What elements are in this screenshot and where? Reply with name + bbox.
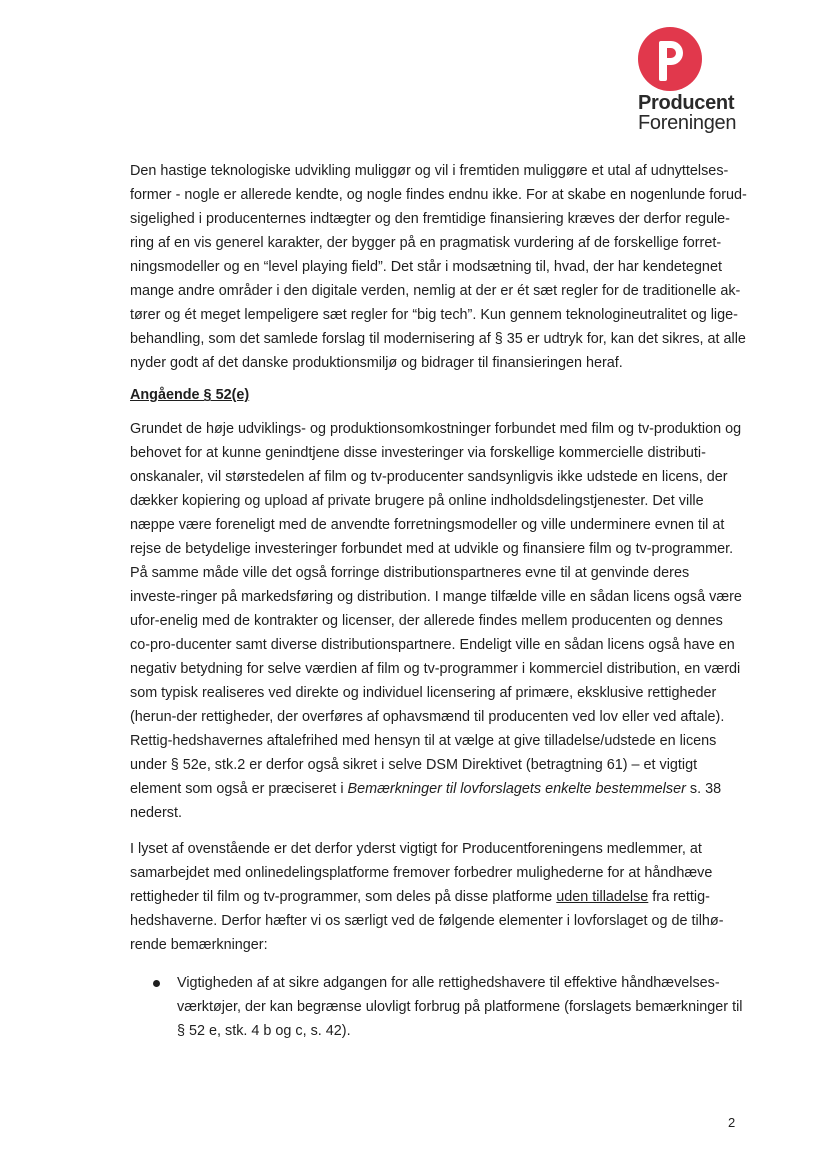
bullet-list (130, 971, 750, 1043)
paragraph-intro: Den hastige teknologiske udvikling muliggør og vil i fremtiden muliggøre et utal af udnyttelses-former - nogle er allerede kendte, og nogle findes endnu ikke. For at skabe en nogenlunde forud-sigelighed i producenternes indtægter og den fremtidige finansiering kræves der derfor regule-ring af en vis generel karakter, der bygger på en pragmatisk vurdering af de forskellige forret-ningsmodeller og en “level playing field”. Det står i modsætning til, hvad, der har kendetegnet mange andre områder i den digitale verden, nemlig at der er ét sæt regler for de traditionelle ak-tører og ét meget lempeligere sæt regler for “big tech”. Kun gennem teknologineutralitet og lige-behandling, som det samlede forslag til modernisering af § 35 er udtryk for, kan det sikres, at alle nyder godt af det danske produktionsmiljø og bidrager til finansieringen heraf. (130, 163, 747, 371)
paragraph-section-52e (130, 417, 742, 825)
producentforeningen-logo (632, 24, 772, 136)
page-number: 2 (728, 1115, 736, 1130)
underlined-phrase: uden tilladelse (556, 889, 649, 905)
paragraph-conclusion-text: I lyset af ovenstående er det derfor yderst vigtigt for Producentforeningens medlemmer, at samarbejdet med onlinedelingsplatforme fremover forbedrer mulighederne for at håndhæve rettigheder til film og tv-programmer, som deles på disse platforme (130, 841, 713, 905)
section-heading: Angående § 52(e) (130, 387, 250, 403)
logo-text-producent: Producent (638, 92, 735, 114)
document-body (130, 159, 750, 1043)
paragraph-section-52e-text: Grundet de høje udviklings- og produktionsomkostninger forbundet med film og tv-produktion og behovet for at kunne genindtjene disse investeringer via forskellige kommercielle distributi-onskanaler, vil størstedelen af film og tv-producenter sandsynligvis ikke udstede en licens, der dækker kopiering og upload af private brugere på online indholdsdelingstjenester. Det ville næppe være foreneligt med de anvendte forretningsmodeller og ville underminere evnen til at rejse de betydelige investeringer forbundet med at udvikle og finansiere film og tv-programmer. På samme måde ville det også forringe distributionspartneres evne til at genvinde deres investe-ringer på markedsføring og distribution. I mange tilfælde ville en sådan licens også være ufor-enelig med de kontrakter og licenser, der allerede findes mellem producenten og dennes co-pro-ducenter samt diverse distributionspartnere. Endeligt ville en sådan licens også have en negativ betydning for selve værdien af film og tv-programmer i kommerciel distribution, en værdi som typisk realiseres ved direkte og individuel licensering af primære, eksklusive rettigheder (herun-der rettigheder, der overføres af ophavsmænd til producenten ved lov eller ved aftale). Rettig-hedshavernes aftalefrihed med hensyn til at vælge at give tilladelse/udstede en licens under § 52e, stk.2 er derfor også sikret i selve DSM Direktivet (betragtning 61) – et vigtigt element som også er præciseret i (130, 421, 742, 797)
logo-p-icon (638, 27, 702, 91)
bullet-icon (153, 980, 160, 987)
paragraph-conclusion (130, 837, 730, 957)
paragraph-conclusion-end: fra rettig-hedshaverne. Derfor hæfter vi os særligt ved de følgende elementer i lovforslaget og de tilhø-rende bemærkninger: (130, 889, 724, 953)
list-item (177, 971, 745, 1043)
list-item-text: Vigtigheden af at sikre adgangen for alle rettighedshavere til effektive håndhævelses-værktøjer, der kan begrænse ulovligt forbrug på platformene (forslagets bemærkninger til § 52 e, stk. 4 b og c, s. 42). (177, 975, 743, 1039)
paragraph-section-52e-end: s. 38 nederst. (130, 781, 722, 821)
logo-text-foreningen: Foreningen (638, 112, 737, 134)
italic-reference: Bemærkninger til lovforslagets enkelte bestemmelser (347, 781, 686, 797)
